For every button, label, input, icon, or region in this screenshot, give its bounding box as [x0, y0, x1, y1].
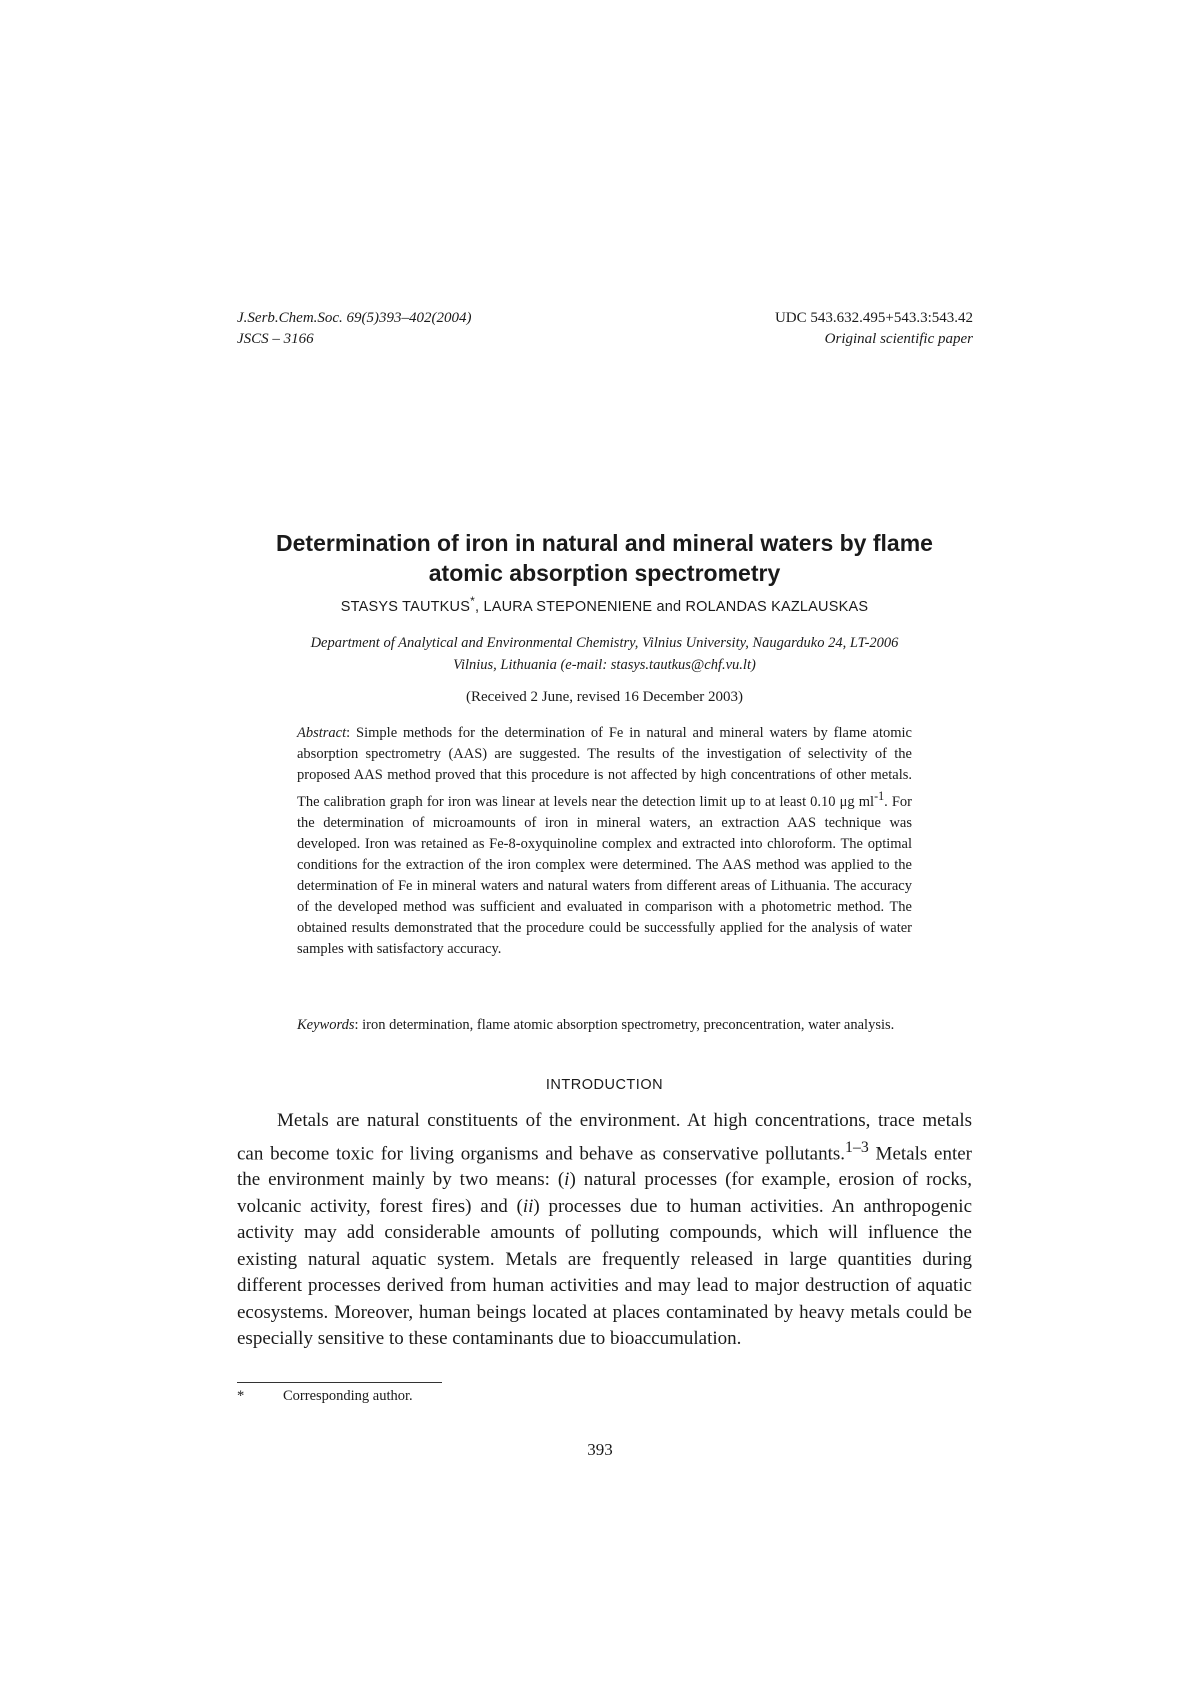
- first-author: STASYS TAUTKUS: [340, 598, 471, 615]
- abstract-label: Abstract: [297, 725, 347, 741]
- introduction-body: [237, 1108, 972, 1353]
- author-list: [237, 594, 972, 615]
- footnote-rule: [237, 1382, 442, 1383]
- affiliation: [237, 632, 972, 676]
- jscs-number: JSCS – 3166: [237, 331, 314, 347]
- footnote: [237, 1388, 413, 1405]
- keywords-label: Keywords: [297, 1017, 355, 1033]
- paper-type: Original scientific paper: [824, 331, 973, 347]
- intro-italic-ii: ii: [522, 1195, 534, 1217]
- abstract: [297, 723, 912, 960]
- affiliation-line-1: Department of Analytical and Environmental Chemistry, Vilnius University, Naugarduko 24, LT-2006: [310, 635, 899, 651]
- keywords: [297, 1015, 912, 1036]
- introduction-paragraph: [237, 1108, 972, 1353]
- udc-code: UDC 543.632.495+543.3:543.42: [774, 310, 973, 326]
- intro-italic-i: i: [564, 1169, 570, 1191]
- intro-text-3: ) natural processes (for example, erosion of rocks, volcanic activity, forest fires) and (: [237, 1169, 973, 1217]
- section-heading-introduction: INTRODUCTION: [545, 1077, 664, 1093]
- page-number: 393: [587, 1440, 613, 1459]
- intro-text-4: ) processes due to human activities. An anthropogenic activity may add considerable amounts of polluting compounds, which will influence the existing natural aquatic system. Metals are frequently released in large quantities during different processes derived from human activities and may lead to major destruction of aquatic ecosystems. Moreover, human beings located at places contaminated by heavy metals could be especially sensitive to these contaminants due to bioaccumulation.: [237, 1195, 972, 1350]
- affiliation-line-2: Vilnius, Lithuania (e-mail: stasys.tautkus@chf.vu.lt): [453, 657, 756, 673]
- journal-reference: J.Serb.Chem.Soc. 69(5)393–402(2004): [237, 310, 472, 326]
- abstract-text-2: . For the determination of microamounts of iron in mineral waters, an extraction AAS technique was developed. Iron was retained as Fe-8-oxyquinoline complex and extracted into chloroform. The optimal conditions for the extraction of the iron complex were determined. The AAS method was applied to the determination of Fe in mineral waters and natural waters from different areas of Lithuania. The accuracy of the developed method was sufficient and evaluated in comparison with a photometric method. The obtained results demonstrated that the procedure could be successfully applied for the analysis of water samples with satisfactory accuracy.: [297, 793, 912, 957]
- paper-title: Determination of iron in natural and mineral waters by flame atomic absorption spectrometry: [276, 530, 933, 586]
- intro-text-2: Metals enter the environment mainly by two means: (: [237, 1142, 972, 1191]
- abstract-superscript: -1: [874, 789, 885, 803]
- keywords-text: : iron determination, flame atomic absorption spectrometry, preconcentration, water analysis.: [354, 1017, 895, 1033]
- footnote-text: Corresponding author.: [283, 1388, 413, 1404]
- other-authors: , LAURA STEPONENIENE and ROLANDAS KAZLAUSKAS: [475, 598, 869, 615]
- abstract-text-1: : Simple methods for the determination of Fe in natural and mineral waters by flame atomic absorption spectrometry (AAS) are suggested. The results of the investigation of selectivity of the proposed AAS method proved that this procedure is not affected by high concentrations of other metals. The calibration graph for iron was linear at levels near the detection limit up to at least 0.10 μg ml: [297, 725, 912, 810]
- intro-sentence-1: Metals are natural constituents of the environment. At high concentrations, trace metals can become toxic for living organisms and behave as conservative pollutants.: [237, 1110, 972, 1164]
- reference-superscript: 1–3: [845, 1138, 869, 1156]
- footnote-mark: *: [237, 1388, 245, 1404]
- received-dates: (Received 2 June, revised 16 December 2003): [466, 689, 743, 705]
- corresponding-mark: *: [470, 594, 476, 608]
